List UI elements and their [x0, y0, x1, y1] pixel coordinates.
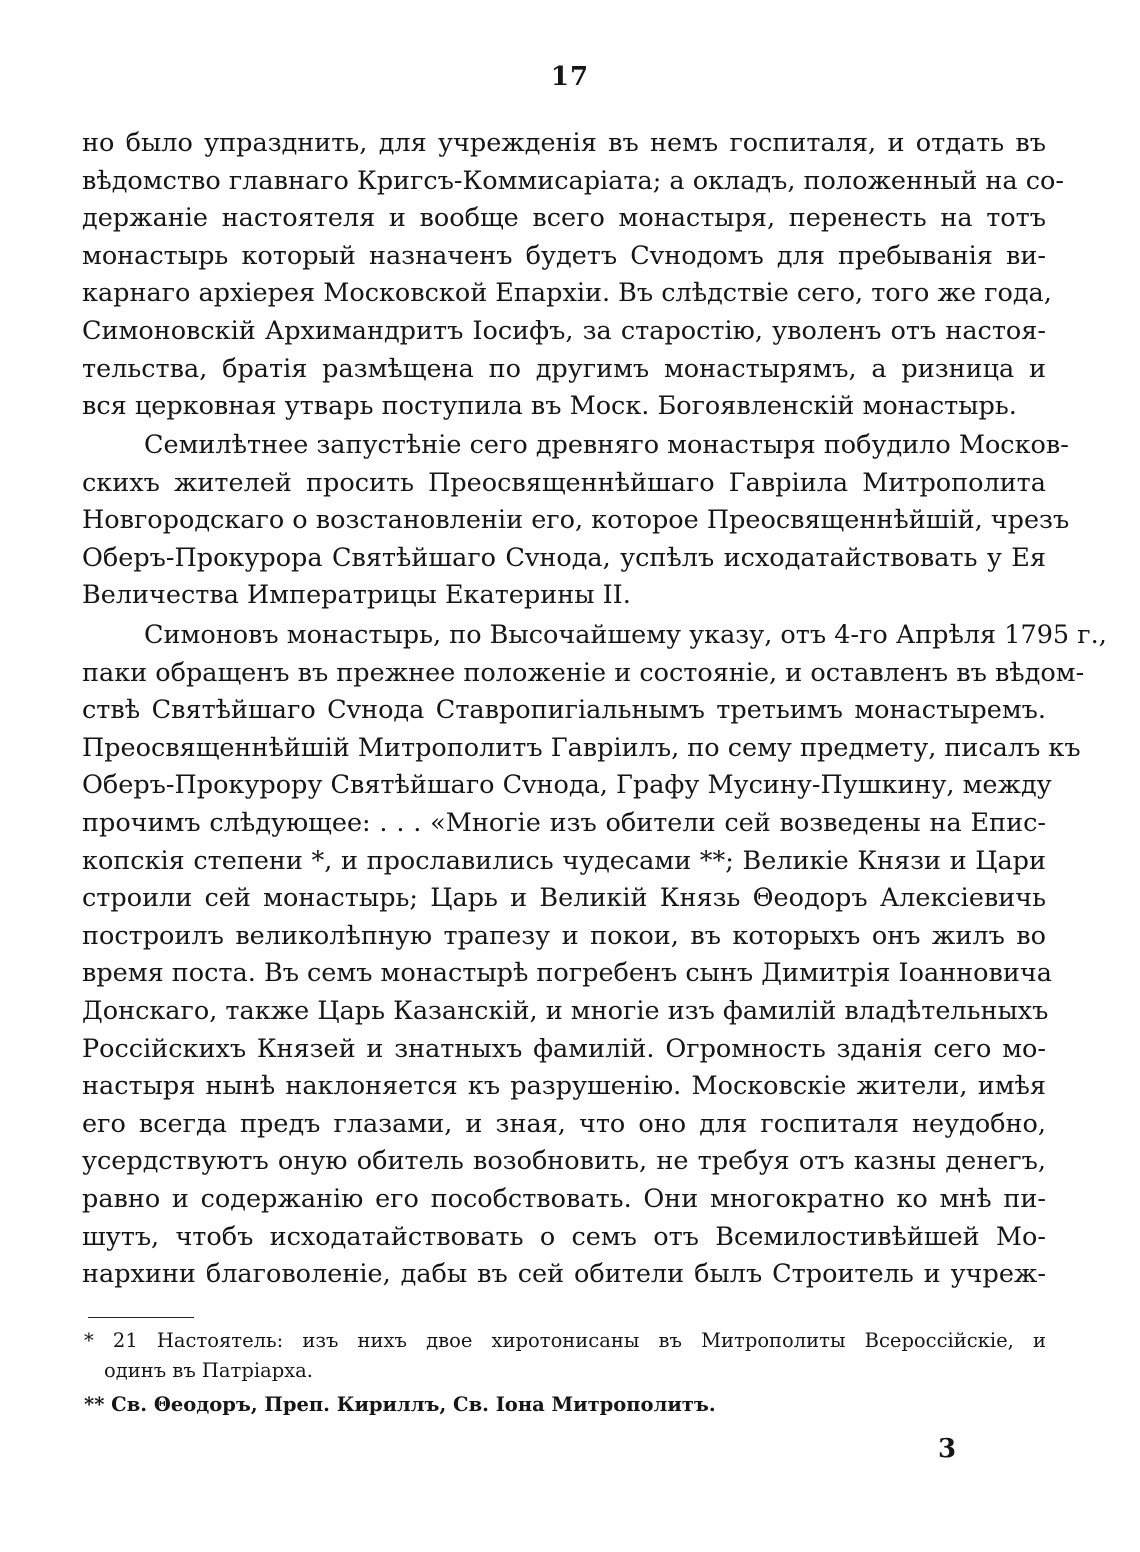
page-number: 17 [550, 62, 590, 92]
text-line: Россійскихъ Князей и знатныхъ фамилій. Огромность зданія сего мо- [82, 1033, 1046, 1064]
text-line: монастырь который назначенъ будетъ Сvнодомъ для пребыванія ви- [82, 240, 1046, 271]
text-line: скихъ жителей просить Преосвященнѣйшаго Гавріила Митрополита [82, 467, 1046, 498]
paragraph-2 [82, 427, 1070, 615]
text-line: время поста. Въ семъ монастырѣ погребенъ сынъ Димитрія Іоанновича [82, 958, 1052, 989]
printer-signature-mark: 3 [938, 1434, 957, 1464]
text-line: копскія степени *, и прославились чудесами **; Великіе Князи и Цари [82, 845, 1046, 876]
footnote-divider [88, 1317, 194, 1318]
paragraph-1 [82, 125, 1064, 426]
text-line: но было упразднить, для учрежденія въ немъ госпиталя, и отдать въ [82, 128, 1046, 158]
text-line: Оберъ-Прокурора Святѣйшаго Сvнода, успѣлъ исходатайствовать у Ея [82, 542, 1046, 573]
text-line: прочимъ слѣдующее: . . . «Многіе изъ обители сей возведены на Епис- [82, 807, 1046, 838]
text-line: Семилѣтнее запустѣніе сего древняго монастыря побудило Москов- [144, 430, 1069, 460]
text-line: Новгородскаго о возстановленіи его, которое Преосвященнѣйшій, чрезъ [82, 505, 1070, 536]
paragraph-3 [82, 617, 1107, 1294]
footnote-line: * 21 Настоятель: изъ нихъ двое хиротонисаны въ Митрополиты Всероссійскіе, и [84, 1329, 1046, 1352]
text-line: Преосвященнѣйшій Митрополитъ Гавріилъ, по сему предмету, писалъ къ [82, 732, 1081, 763]
text-line: его всегда предъ глазами, и зная, что оно для госпиталя неудобно, [82, 1108, 1046, 1139]
footnotes [84, 1326, 1046, 1420]
text-line: вся церковная утварь поступила въ Моск. Богоявленскій монастырь. [82, 391, 1017, 422]
text-line: карнаго архіерея Московской Епархіи. Въ слѣдствіе сего, того же года, [82, 278, 1052, 309]
text-line: Донскаго, также Царь Казанскій, и многіе изъ фамилій владѣтельныхъ [82, 995, 1049, 1026]
text-line: тельства, братія размѣщена по другимъ монастырямъ, а ризница и [82, 353, 1046, 384]
text-line: равно и содержанію его пособствовать. Они многократно ко мнѣ пи- [82, 1183, 1046, 1214]
footnote-line: ** Св. Θеодоръ, Преп. Кириллъ, Св. Іона Митрополитъ. [84, 1393, 716, 1416]
footnote-line: одинъ въ Патріарха. [104, 1359, 313, 1382]
text-line: построилъ великолѣпную трапезу и покои, въ которыхъ онъ жилъ во [82, 920, 1046, 951]
text-line: вѣдомство главнаго Кригсъ-Коммисаріата; а окладъ, положенный на со- [82, 165, 1064, 196]
text-line: нархини благоволеніе, дабы въ сей обители былъ Строитель и учреж- [82, 1259, 1046, 1290]
text-line: Величества Императрицы Екатерины II. [82, 580, 631, 611]
footnote-1 [84, 1326, 1046, 1386]
footnote-2 [84, 1390, 1046, 1420]
text-line: ствѣ Святѣйшаго Сvнода Ставропигіальнымъ третьимъ монастыремъ. [82, 695, 1046, 726]
text-line: Симоновскій Архимандритъ Іосифъ, за старостію, уволенъ отъ настоя- [82, 315, 1046, 346]
text-line: строили сей монастырь; Царь и Великій Князь Θеодоръ Алексіевичь [82, 883, 1046, 914]
text-line: шутъ, чтобъ исходатайствовать о семъ отъ Всемилостивѣйшей Мо- [82, 1221, 1046, 1252]
text-line: Оберъ-Прокурору Святѣйшаго Сvнода, Графу Мусину-Пушкину, между [82, 770, 1052, 801]
text-line: Симоновъ монастырь, по Высочайшему указу, отъ 4-го Апрѣля 1795 г., [144, 620, 1107, 650]
text-line: держаніе настоятеля и вообще всего монастыря, перенесть на тотъ [82, 203, 1046, 234]
text-line: настыря нынѣ наклоняется къ разрушенію. Московскіе жители, имѣя [82, 1071, 1046, 1102]
text-line: усердствуютъ оную обитель возобновить, не требуя отъ казны денегъ, [82, 1146, 1046, 1177]
text-line: паки обращенъ въ прежнее положеніе и состояніе, и оставленъ въ вѣдом- [82, 657, 1085, 688]
